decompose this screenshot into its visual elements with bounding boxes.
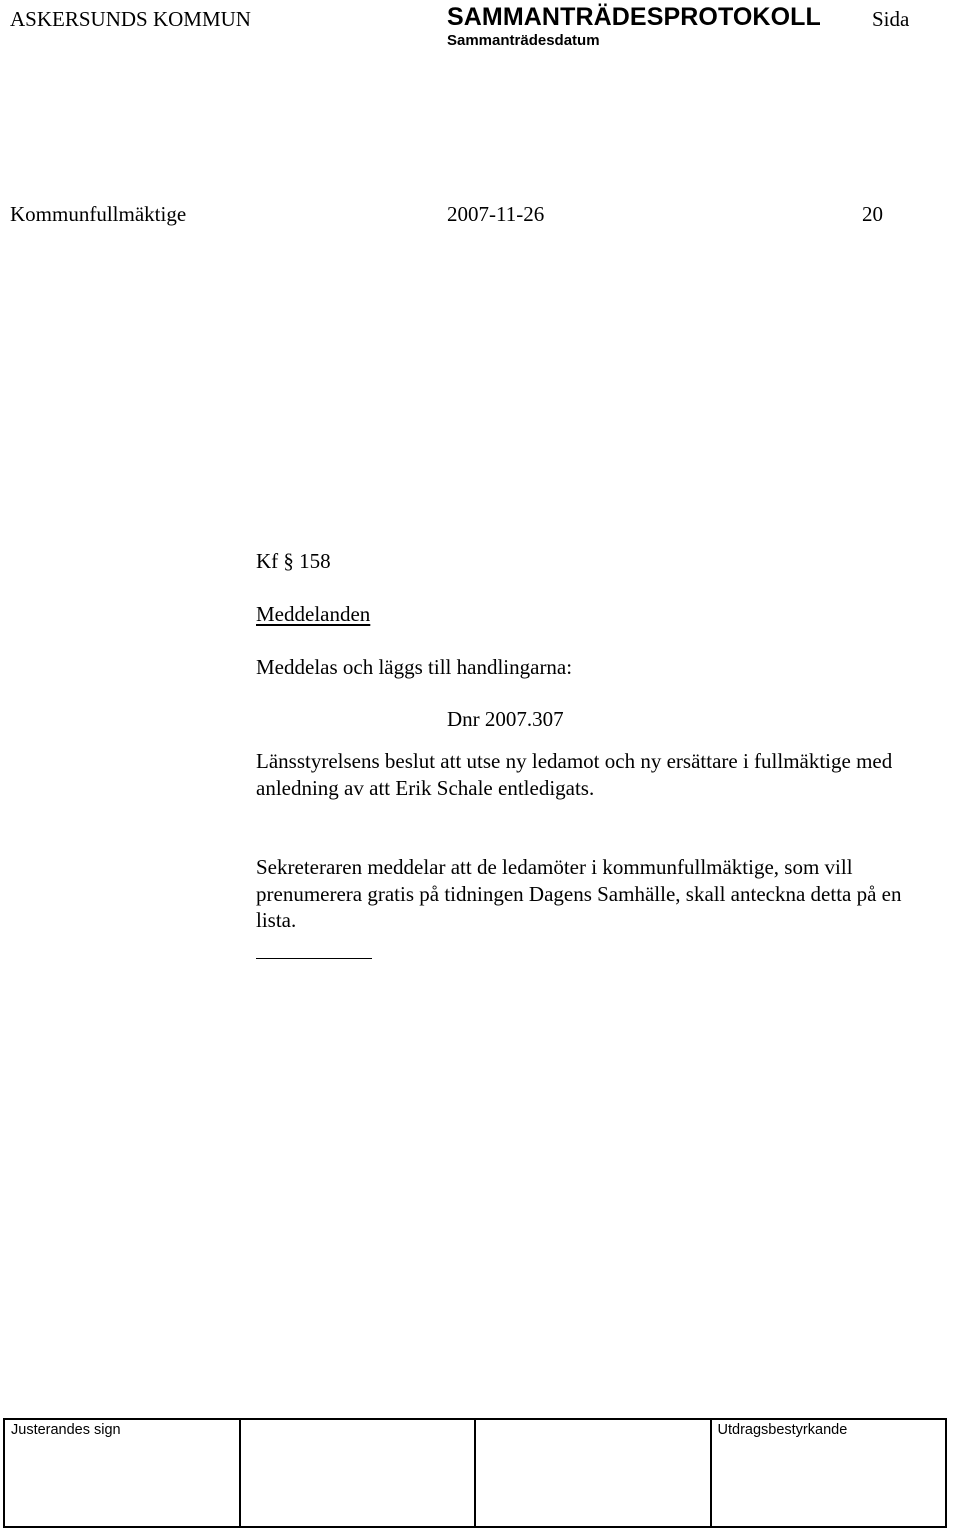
document-type-title: SAMMANTRÄDESPROTOKOLL: [447, 3, 821, 31]
paragraph-number: Kf § 158: [256, 549, 331, 573]
organization-name: ASKERSUNDS KOMMUN: [10, 7, 251, 31]
signature-cell-blank-2: [475, 1419, 711, 1527]
paragraph-heading: Meddelanden: [256, 602, 371, 626]
page-number: 20: [862, 202, 883, 226]
page-label: Sida: [872, 7, 910, 31]
signature-cell-justerandes: Justerandes sign: [4, 1419, 240, 1527]
dnr-description: Länsstyrelsens beslut att utse ny ledamot och ny ersättare i fullmäktige med anledning av att Erik Schale entledigats.: [256, 749, 893, 800]
signature-cell-blank-1: [240, 1419, 476, 1527]
dnr-reference: Dnr 2007.307: [447, 707, 564, 731]
decision-body: Kommunfullmäktige: [10, 202, 187, 226]
meeting-date: 2007-11-26: [447, 202, 545, 226]
signature-row: [4, 1419, 946, 1527]
paragraph-intro: Meddelas och läggs till handlingarna:: [256, 655, 573, 679]
secretary-note: Sekreteraren meddelar att de ledamöter i kommunfullmäktige, som vill prenumerera gratis på tidningen Dagens Samhälle, skall anteckna detta på en lista.: [256, 855, 902, 932]
signature-cell-utdragsbestyrkande: Utdragsbestyrkande: [711, 1419, 947, 1527]
meeting-date-label: Sammanträdesdatum: [447, 32, 600, 49]
end-of-paragraph-rule: [256, 958, 372, 959]
